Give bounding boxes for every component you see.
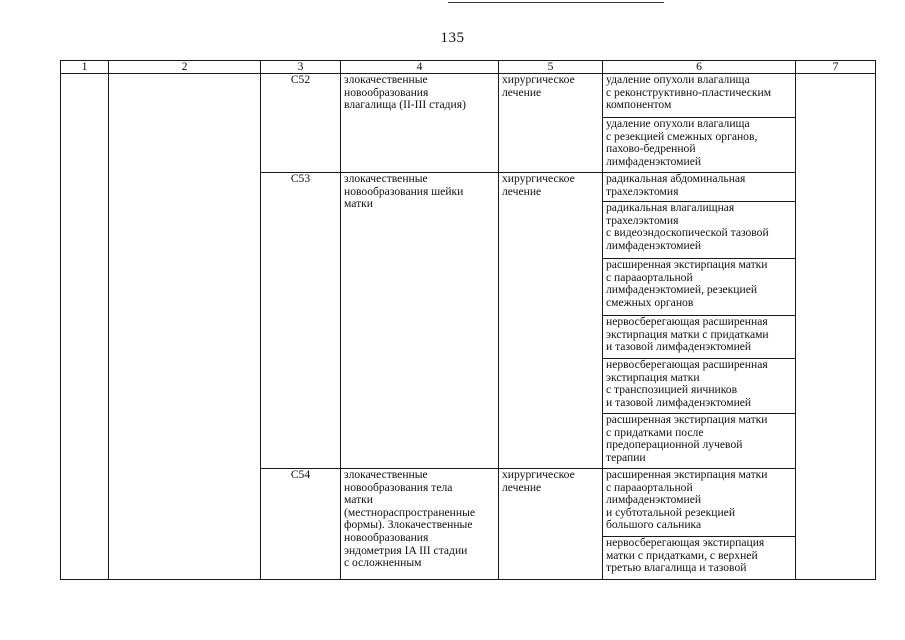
treatment-cell: хирургическое лечение xyxy=(499,469,603,580)
method-cell: нервосберегающая экстирпация матки с придатками, с верхней третью влагалища и тазовой xyxy=(603,537,796,580)
column-2-cell xyxy=(109,74,261,580)
column-7-cell xyxy=(796,74,876,580)
method-cell: нервосберегающая расширенная экстирпация матки с транспозицией яичников и тазовой лимфаденэктомией xyxy=(603,359,796,414)
method-cell: удаление опухоли влагалища с резекцией смежных органов, пахово-бедренной лимфаденэктомией xyxy=(603,118,796,173)
table-header-row xyxy=(61,61,876,74)
method-cell: радикальная абдоминальная трахелэктомия xyxy=(603,173,796,202)
column-header: 3 xyxy=(261,61,341,74)
top-rule xyxy=(448,2,664,3)
treatment-cell: хирургическое лечение xyxy=(499,74,603,173)
treatment-cell: хирургическое лечение xyxy=(499,173,603,469)
code-cell: C52 xyxy=(261,74,341,173)
column-1-cell xyxy=(61,74,109,580)
table-row xyxy=(61,74,876,118)
method-cell: расширенная экстирпация матки с парааортальной лимфаденэктомией и субтотальной резекцией большого сальника xyxy=(603,469,796,537)
column-header: 5 xyxy=(499,61,603,74)
diagnosis-cell: злокачественные новообразования шейки матки xyxy=(341,173,499,469)
column-header: 6 xyxy=(603,61,796,74)
method-cell: радикальная влагалищная трахелэктомия с видеоэндоскопической тазовой лимфаденэктомией xyxy=(603,202,796,259)
column-header: 4 xyxy=(341,61,499,74)
method-cell: расширенная экстирпация матки с придатками после предоперационной лучевой терапии xyxy=(603,414,796,469)
column-header: 7 xyxy=(796,61,876,74)
document-table xyxy=(60,60,876,580)
page-number: 135 xyxy=(440,30,465,46)
code-cell: C53 xyxy=(261,173,341,469)
column-header: 1 xyxy=(61,61,109,74)
column-header: 2 xyxy=(109,61,261,74)
method-cell: расширенная экстирпация матки с парааортальной лимфаденэктомией, резекцией смежных органов xyxy=(603,259,796,316)
code-cell: C54 xyxy=(261,469,341,580)
method-cell: нервосберегающая расширенная экстирпация матки с придатками и тазовой лимфаденэктомией xyxy=(603,316,796,359)
diagnosis-cell: злокачественные новообразования влагалища (II-III стадия) xyxy=(341,74,499,173)
diagnosis-cell: злокачественные новообразования тела матки (местнораспространенные формы). Злокачественные новообразования эндометрия IA III стадии с осложненным xyxy=(341,469,499,580)
method-cell: удаление опухоли влагалища с реконструктивно-пластическим компонентом xyxy=(603,74,796,118)
